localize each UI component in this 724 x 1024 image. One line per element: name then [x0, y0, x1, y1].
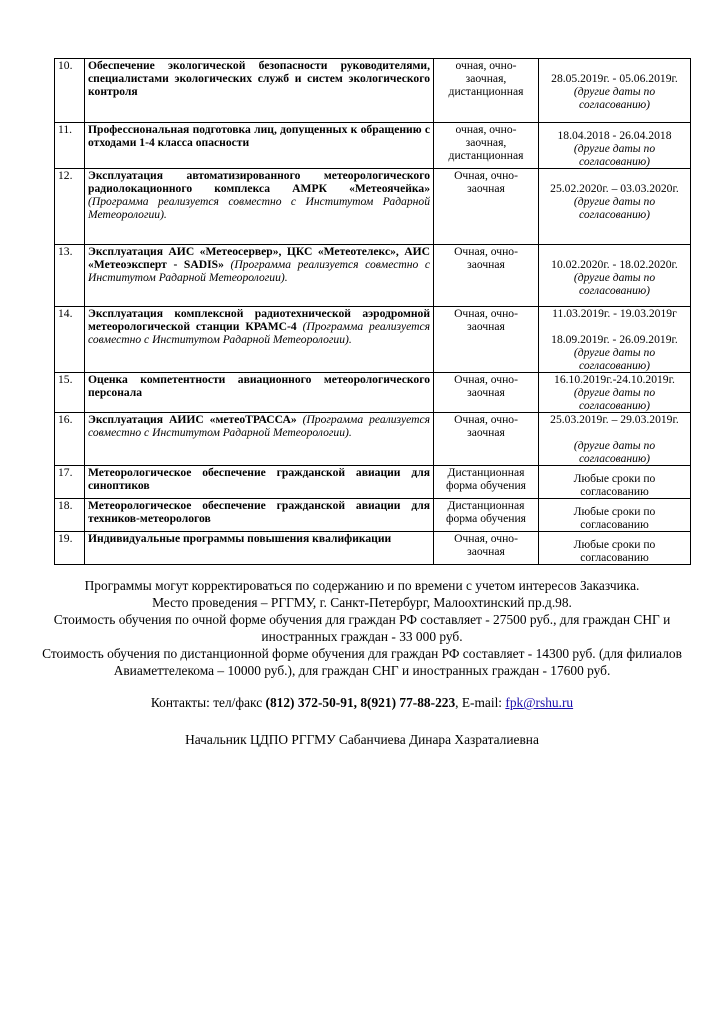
course-partner-note: (Программа реализуется совместно с Институтом Радарной Метеорологии).: [88, 195, 430, 221]
course-title-cell: [85, 373, 434, 413]
date-range: 18.09.2019г. - 26.09.2019г.: [551, 333, 678, 346]
course-number: 13.: [55, 245, 85, 307]
venue-note: Место проведения – РГГМУ, г. Санкт-Петербург, Малоохтинский пр.д.98.: [152, 595, 572, 610]
contacts-prefix: Контакты: тел/факс: [150, 695, 266, 710]
course-dates-cell: [539, 245, 691, 307]
date-range: 25.03.2019г. – 29.03.2019г.: [550, 413, 679, 426]
adjust-note: Программы могут корректироваться по содержанию и по времени с учетом интересов Заказчика.: [84, 578, 640, 593]
terms-notes: [30, 577, 694, 679]
course-title: Эксплуатация АИС «Метеосервер», ЦКС «Метеотелекс», АИС «Метеоэксперт - SADIS»: [88, 245, 430, 271]
course-title: Оценка компетентности авиационного метеорологического персонала: [88, 373, 430, 399]
course-title: Метеорологическое обеспечение гражданской авиации для синоптиков: [88, 466, 430, 492]
course-row: [55, 499, 691, 532]
course-dates-cell: [539, 373, 691, 413]
course-row: [55, 59, 691, 123]
course-title: Профессиональная подготовка лиц, допущенных к обращению с отходами 1-4 класса опасности: [88, 123, 430, 149]
course-title-cell: [85, 466, 434, 499]
course-row: [55, 373, 691, 413]
course-partner-note: (Программа реализуется совместно с Институтом Радарной Метеорологии).: [88, 413, 430, 439]
dates-note: (другие даты по согласованию): [573, 85, 656, 111]
courses-table-body: [55, 59, 691, 565]
date-range: 10.02.2020г. - 18.02.2020г.: [551, 258, 678, 271]
course-number: 16.: [55, 413, 85, 466]
course-number: 18.: [55, 499, 85, 532]
dates-note: (другие даты по согласованию): [573, 439, 656, 465]
study-form: очная, очно-заочная, дистанционная: [434, 123, 539, 169]
contacts-line: [30, 694, 694, 711]
course-title-cell: [85, 307, 434, 373]
course-title: Эксплуатация АИИС «метеоТРАССА»: [88, 413, 297, 426]
course-row: [55, 466, 691, 499]
course-title: Эксплуатация комплексной радиотехнической аэродромной метеорологической станции КРАМС-4: [88, 307, 430, 333]
contacts-phones: (812) 372-50-91, 8(921) 77-88-223: [265, 695, 456, 710]
date-range: 25.02.2020г. – 03.03.2020г.: [550, 182, 679, 195]
course-number: 15.: [55, 373, 85, 413]
course-partner-note: (Программа реализуется совместно с Институтом Радарной Метеорологии).: [88, 320, 430, 346]
date-range: 28.05.2019г. - 05.06.2019г.: [551, 72, 678, 85]
study-form: Дистанционная форма обучения: [434, 499, 539, 532]
course-number: 19.: [55, 532, 85, 565]
study-form: очная, очно-заочная, дистанционная: [434, 59, 539, 123]
date-range: Любые сроки по согласованию: [573, 472, 656, 498]
course-dates-cell: [539, 499, 691, 532]
course-title: Метеорологическое обеспечение гражданской авиации для техников-метеорологов: [88, 499, 430, 525]
dates-note: (другие даты по согласованию): [573, 346, 656, 372]
course-row: [55, 413, 691, 466]
dates-note: (другие даты по согласованию): [573, 271, 656, 297]
course-dates-cell: [539, 532, 691, 565]
course-dates-cell: [539, 466, 691, 499]
course-number: 17.: [55, 466, 85, 499]
course-dates-cell: [539, 307, 691, 373]
course-number: 10.: [55, 59, 85, 123]
courses-table: [54, 58, 691, 565]
department-head: Начальник ЦДПО РГГМУ Сабанчиева Динара Хазраталиевна: [185, 732, 539, 747]
date-range: 18.04.2018 - 26.04.2018: [557, 129, 672, 142]
course-title: Обеспечение экологической безопасности руководителями, специалистами экологических служб и систем экологического контроля: [88, 59, 430, 98]
course-dates-cell: [539, 59, 691, 123]
course-number: 11.: [55, 123, 85, 169]
course-dates-cell: [539, 413, 691, 466]
dates-note: (другие даты по согласованию): [573, 386, 656, 412]
course-title: Индивидуальные программы повышения квалификации: [88, 532, 392, 545]
signature-line: [30, 731, 694, 748]
course-row: [55, 532, 691, 565]
date-range: Любые сроки по согласованию: [573, 505, 656, 531]
course-partner-note: (Программа реализуется совместно с Институтом Радарной Метеорологии).: [88, 258, 430, 284]
study-form: Очная, очно-заочная: [434, 245, 539, 307]
course-row: [55, 307, 691, 373]
study-form: Очная, очно-заочная: [434, 413, 539, 466]
course-number: 12.: [55, 169, 85, 245]
course-row: [55, 169, 691, 245]
course-title: Эксплуатация автоматизированного метеорологического радиолокационного комплекса АМРК «Метеоячейка»: [88, 169, 430, 195]
course-title-cell: [85, 169, 434, 245]
course-dates-cell: [539, 169, 691, 245]
course-title-cell: [85, 59, 434, 123]
course-row: [55, 245, 691, 307]
dates-note: (другие даты по согласованию): [573, 142, 656, 168]
date-range: 16.10.2019г.-24.10.2019г.: [554, 373, 675, 386]
dates-note: (другие даты по согласованию): [573, 195, 656, 221]
course-title-cell: [85, 499, 434, 532]
price-distance-note: Стоимость обучения по дистанционной форме обучения для граждан РФ составляет - 14300 руб. (для филиалов Авиаметтелекома – 10000 руб.), для граждан СНГ и иностранных граждан - 17600 руб.: [42, 646, 682, 678]
course-title-cell: [85, 532, 434, 565]
study-form: Очная, очно-заочная: [434, 169, 539, 245]
course-number: 14.: [55, 307, 85, 373]
study-form: Дистанционная форма обучения: [434, 466, 539, 499]
course-title-cell: [85, 413, 434, 466]
course-title-cell: [85, 245, 434, 307]
course-row: [55, 123, 691, 169]
study-form: Очная, очно-заочная: [434, 307, 539, 373]
course-dates-cell: [539, 123, 691, 169]
contacts-email-prefix: , E-mail:: [455, 695, 506, 710]
study-form: Очная, очно-заочная: [434, 532, 539, 565]
date-range: 11.03.2019г. - 19.03.2019г: [552, 307, 677, 320]
course-title-cell: [85, 123, 434, 169]
study-form: Очная, очно-заочная: [434, 373, 539, 413]
date-range: Любые сроки по согласованию: [573, 538, 656, 564]
price-fulltime-note: Стоимость обучения по очной форме обучения для граждан РФ составляет - 27500 руб., для граждан СНГ и иностранных граждан - 33 000 руб.: [53, 612, 671, 644]
contacts-email-link[interactable]: fpk@rshu.ru: [505, 695, 574, 710]
